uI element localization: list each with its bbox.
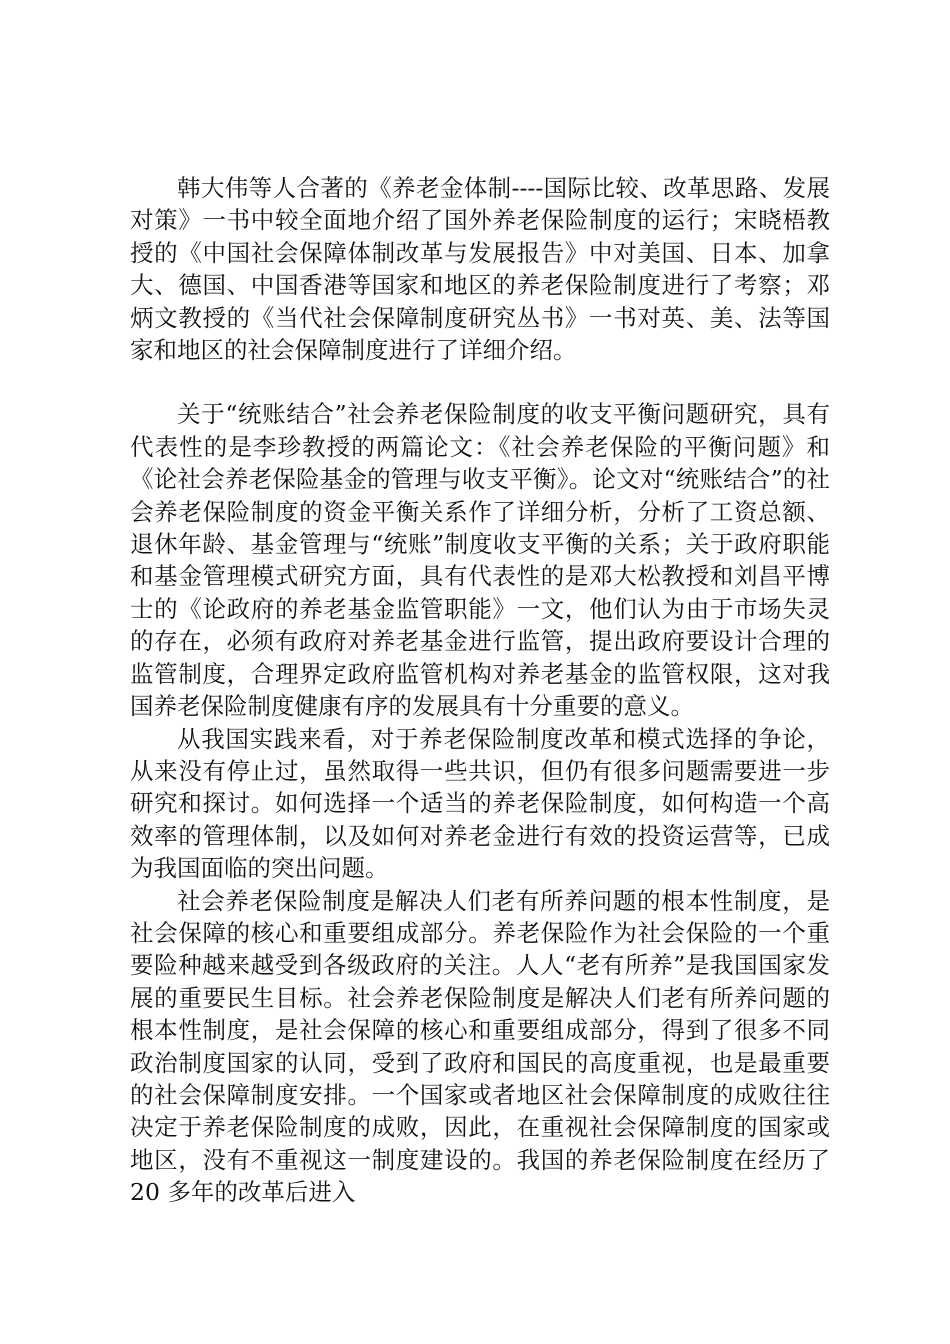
paragraph-foreign-pension-literature: 韩大伟等人合著的《养老金体制----国际比较、改革思路、发展对策》一书中较全面地介绍了国外养老保险制度的运行；宋晓梧教授的《中国社会保障体制改革与发展报告》中对美国、日本、加拿大、德国、中国香港等国家和地区的养老保险制度进行了考察；邓炳文教授的《当代社会保障制度研究丛书》一书对英、美、法等国家和地区的社会保障制度进行了详细介绍。 bbox=[130, 174, 830, 365]
paragraph-balance-research: 关于“统账结合”社会养老保险制度的收支平衡问题研究，具有代表性的是李珍教授的两篇论文：《社会养老保险的平衡问题》和《论社会养老保险基金的管理与收支平衡》。论文对“统账结合”的社会养老保险制度的资金平衡关系作了详细分析，分析了工资总额、退休年龄、基金管理与“统账”制度收支平衡的关系；关于政府职能和基金管理模式研究方面，具有代表性的是邓大松教授和刘昌平博士的《论政府的养老基金监管职能》一文，他们认为由于市场失灵的存在，必须有政府对养老基金进行监管，提出政府要设计合理的监管制度，合理界定政府监管机构对养老基金的监管权限，这对我国养老保险制度健康有序的发展具有十分重要的意义。 bbox=[130, 400, 830, 721]
paragraph-pension-system-importance: 社会养老保险制度是解决人们老有所养问题的根本性制度，是社会保障的核心和重要组成部分。养老保险作为社会保险的一个重要险种越来越受到各级政府的关注。人人“老有所养”是我国国家发展的重要民生目标。社会养老保险制度是解决人们老有所养问题的根本性制度，是社会保障的核心和重要组成部分，得到了很多不同政治制度国家的认同，受到了政府和国民的高度重视，也是最重要的社会保障制度安排。一个国家或者地区社会保障制度的成败往往决定于养老保险制度的成败，因此，在重视社会保障制度的国家或地区，没有不重视这一制度建设的。我国的养老保险制度在经历了 20 多年的改革后进入 bbox=[130, 886, 830, 1207]
paragraph-practice-debate: 从我国实践来看，对于养老保险制度改革和模式选择的争论，从来没有停止过，虽然取得一些共识，但仍有很多问题需要进一步研究和探讨。如何选择一个适当的养老保险制度，如何构造一个高效率的管理体制，以及如何对养老金进行有效的投资运营等，已成为我国面临的突出问题。 bbox=[130, 724, 830, 883]
document-body bbox=[130, 172, 830, 1209]
